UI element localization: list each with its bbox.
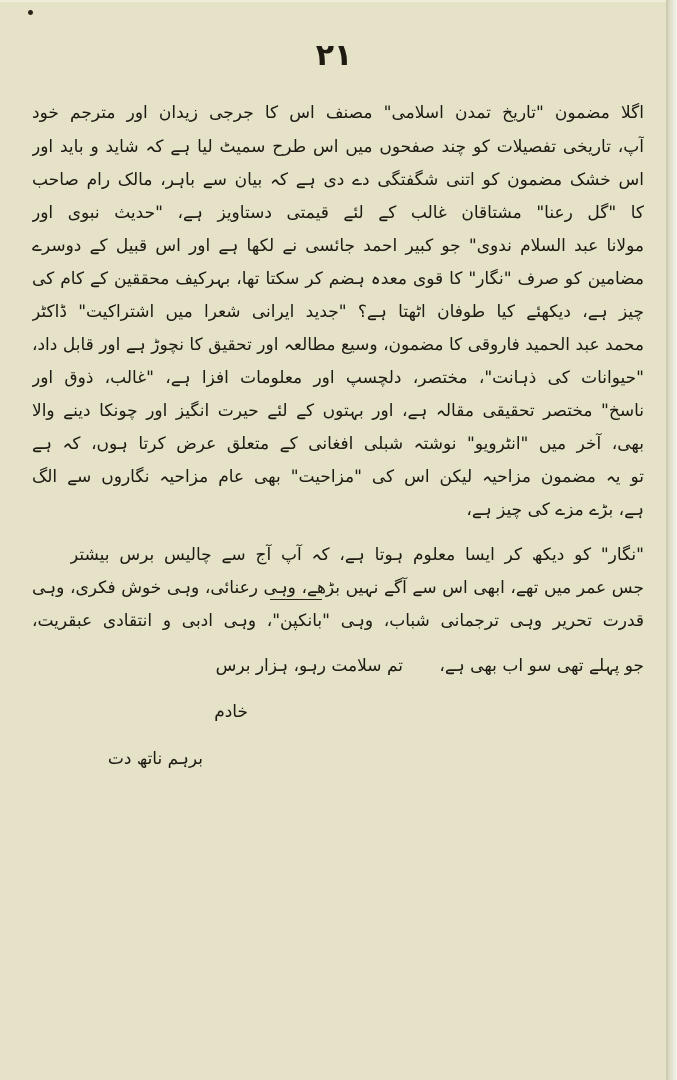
text-line: اس خشک مضمون کو اتنی شگفتگی دے دی ہے کہ بیان سے باہر، مالک رام صاحب: [32, 170, 644, 190]
closing-line-right: جو پہلے تھی سو اب بھی ہے،: [439, 656, 644, 676]
text-line: چیز ہے، دیکھئے کیا طوفان اٹھتا ہے؟ "جدید ایرانی شعرا میں اشتراکیت" ڈاکٹر: [32, 302, 644, 322]
signoff: خادم: [214, 702, 248, 722]
page-number: ۲۱: [315, 38, 353, 73]
text-line: ناسخ" مختصر تحقیقی مقالہ ہے، اور بہتوں کے لئے حیرت انگیز اور چونکا دینے والا: [32, 401, 644, 421]
text-line: جس عمر میں تھے، ابھی اس سے آگے نہیں بڑھے، وہی رعنائی، وہی خوش فکری، وہی: [32, 578, 644, 598]
overline-mark: [270, 599, 322, 600]
text-line: مولانا عبد السلام ندوی" جو کبیر احمد جائسی نے لکھا ہے اور اس قبیل کے دوسرے: [32, 236, 644, 256]
text-line: محمد عبد الحمید فاروقی کا مضمون، وسیع مطالعہ اور تحقیق کا نچوڑ ہے اور قابل داد،: [32, 335, 644, 355]
closing-line-left: تم سلامت رہو، ہزار برس: [215, 656, 403, 676]
text-line: اگلا مضمون "تاریخ تمدن اسلامی" مصنف اس کا جرجی زیدان اور مترجم خود: [32, 103, 644, 123]
text-line: تو یہ مضمون مزاحیہ لیکن اس کی "مزاحیت" بھی عام مزاحیہ نگاروں سے الگ: [32, 467, 644, 487]
page-edge: [668, 0, 677, 1080]
text-line: ہے، بڑے مزے کی چیز ہے،: [466, 500, 644, 520]
signature: برہم ناتھ دت: [107, 749, 203, 769]
text-line: آپ، تاریخی تفصیلات کو چند صفحوں میں اس طرح سمیٹ لیا ہے کہ شاید و باید اور: [32, 137, 644, 157]
text-line: کا "گل رعنا" مشتاقان غالب کے لئے قیمتی دستاویز ہے، "حدیث نبوی اور: [32, 203, 644, 223]
text-line: قدرت تحریر وہی ترجمانی شباب، وہی "بانکپن"، وہی ادبی و انتقادی عبقریت،: [32, 611, 644, 631]
text-line: "حیوانات کی ذہانت"، مختصر، دلچسپ اور معلومات افزا ہے، "غالب، ذوق اور: [32, 368, 644, 388]
text-line: "نگار" کو دیکھ کر ایسا معلوم ہوتا ہے، کہ آپ آج سے چالیس برس بیشتر: [70, 545, 644, 565]
ink-dot: [28, 10, 33, 15]
text-line: بھی، آخر میں "انٹرویو" نوشتہ شبلی افغانی کے متعلق عرض کرتا ہوں، کہ ہے: [32, 434, 644, 454]
text-line: مضامین کو صرف "نگار" کا قوی معدہ ہضم کر سکتا تھا، بہرکیف محققین کے کام کی: [32, 269, 644, 289]
